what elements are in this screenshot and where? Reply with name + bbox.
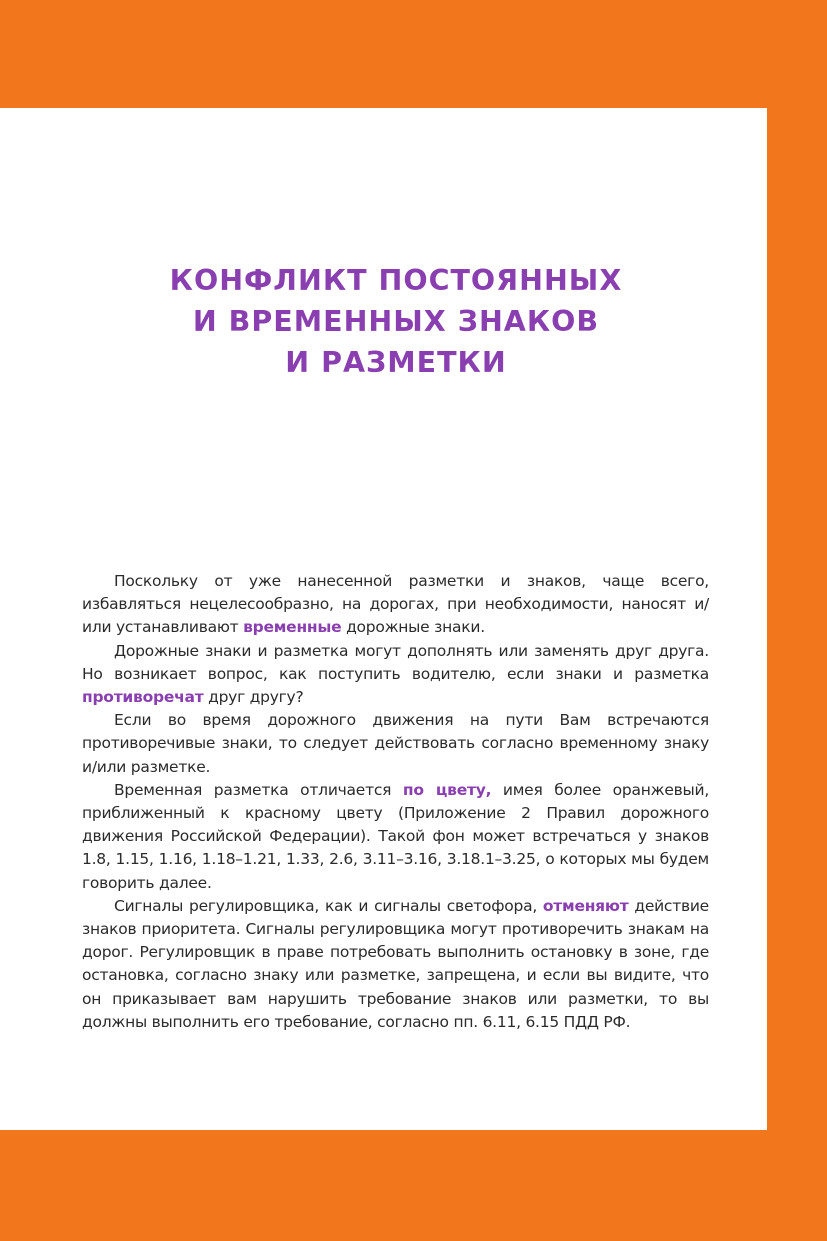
paragraph-4-highlight: по цвету, xyxy=(402,780,492,799)
paragraph-5-text-after: действие знаков приоритета. Сигналы регулировщика могут противоречить знакам на дорог. Регулировщик в праве потребовать выполнить остановку в зоне, где остановка, согласно знаку или разметке, запрещена, и если вы видите, что он приказывает вам нарушить требование знаков или разметки, то вы должны выполнить его требование, согласно пп. 6.11, 6.15 ПДД РФ. xyxy=(82,896,709,1031)
paragraph-1-text-after: дорожные знаки. xyxy=(341,618,485,637)
paragraph-3-text: Если во время дорожного движения на пути Вам встречаются противоречивые знаки, то следует действовать согласно временному знаку и/или разметке. xyxy=(82,711,709,776)
paragraph-1-highlight: временные xyxy=(243,618,342,637)
title-line-1: КОНФЛИКТ ПОСТОЯННЫХ xyxy=(169,264,623,297)
title-line-3: И РАЗМЕТКИ xyxy=(285,346,507,379)
paragraph-4-text-before: Временная разметка отличается xyxy=(114,780,403,799)
paragraph-5-text-before: Сигналы регулировщика, как и сигналы светофора, xyxy=(114,896,543,915)
paragraph-1 xyxy=(82,570,709,640)
paragraph-2-text-after: друг другу? xyxy=(203,688,304,707)
paragraph-2 xyxy=(82,640,709,710)
paragraph-3 xyxy=(82,709,709,779)
paragraph-2-text-before: Дорожные знаки и разметка могут дополнять или заменять друг друга. Но возникает вопрос, как поступить водителю, если знаки и разметка xyxy=(82,641,709,683)
paragraph-2-highlight: противоречат xyxy=(82,688,204,707)
paragraph-5-highlight: отменяют xyxy=(542,896,629,915)
paragraph-4 xyxy=(82,779,709,895)
paragraph-4-text-after: имея более оранжевый, приближенный к красному цвету (Приложение 2 Правил дорожного движения Российской Федерации). Такой фон может встречаться у знаков 1.8, 1.15, 1.16, 1.18–1.21, 1.33, 2.6, 3.11–3.16, 3.18.1–3.25, о которых мы будем говорить далее. xyxy=(82,780,710,892)
body-text xyxy=(82,570,709,1034)
page-sheet xyxy=(0,108,767,1130)
title-line-2: И ВРЕМЕННЫХ ЗНАКОВ xyxy=(192,305,600,338)
paragraph-1-text-before: Поскольку от уже нанесенной разметки и знаков, чаще всего, избавляться нецелесообразно, на дорогах, при необходимости, наносят и/или устанавливают xyxy=(82,572,709,637)
paragraph-5 xyxy=(82,895,709,1034)
page-title xyxy=(0,260,792,383)
